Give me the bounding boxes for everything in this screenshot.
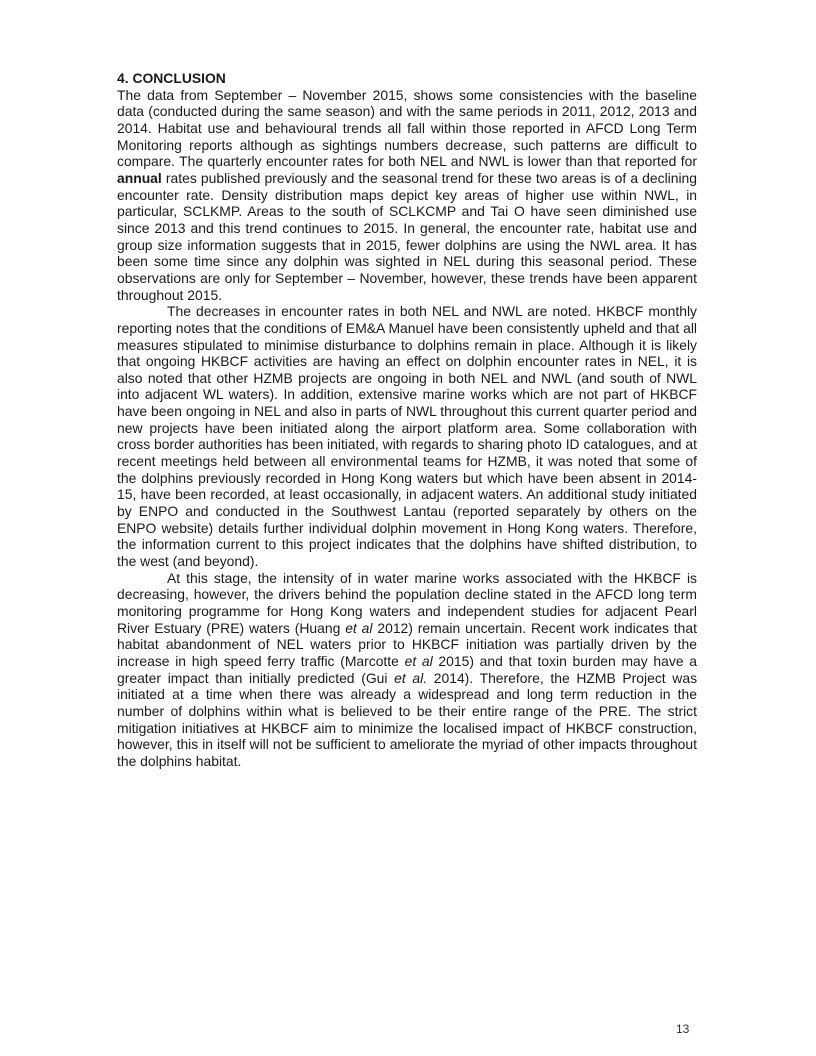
emphasis-italic: et al [345, 619, 373, 636]
emphasis-italic: et al [404, 652, 433, 669]
text-run: The data from September – November 2015, shows some consistencies with the baseline data (conducted during the same season) and with the same periods in 2011, 2012, 2013 and 2014. Habitat use and behavioural trends all fall within those reported in AFCD Long Term Monitoring reports although as sightings numbers decrease, such patterns are difficult to compare. The quarterly encounter rates for both NEL and NWL is lower than that reported for [117, 86, 697, 170]
conclusion-section [117, 70, 697, 770]
emphasis-bold: annual [117, 169, 162, 186]
text-run: At this stage, the intensity of in water marine works associated with the HKBCF is decreasing, however, the drivers behind the population decline stated in the AFCD long term monitoring programme for Hong Kong waters and independent studies for adjacent Pearl River Estuary (PRE) waters (Huang [117, 569, 697, 636]
text-run: 2014). Therefore, the HZMB Project was initiated at a time when there was already a widespread and long term reduction in the number of dolphins within what is believed to be their entire range of the PRE. The strict mitigation initiatives at HKBCF aim to minimize the localised impact of HKBCF construction, however, this in itself will not be sufficient to ameliorate the myriad of other impacts throughout the dolphins habitat. [117, 669, 698, 769]
paragraph-3 [117, 570, 697, 770]
text-run: 2015) and that toxin burden may have a greater impact than initially predicted (Gui [117, 652, 697, 686]
text-run: 2012) remain uncertain. Recent work indicates that habitat abandonment of NEL waters prior to HKBCF initiation was partially driven by the increase in high speed ferry traffic (Marcotte [117, 619, 697, 669]
text-run: The decreases in encounter rates in both NEL and NWL are noted. HKBCF monthly reporting notes that the conditions of EM&A Manuel have been consistently upheld and that all measures stipulated to minimise disturbance to dolphins remain in place. Although it is likely that ongoing HKBCF activities are having an effect on dolphin encounter rates in NEL, it is also noted that other HZMB projects are ongoing in both NEL and NWL (and south of NWL into adjacent WL waters). In addition, extensive marine works which are not part of HKBCF have been ongoing in NEL and also in parts of NWL throughout this current quarter period and new projects have been initiated along the airport platform area. Some collaboration with cross border authorities has been initiated, with regards to sharing photo ID catalogues, and at recent meetings held between all environmental teams for HZMB, it was noted that some of the dolphins previously recorded in Hong Kong waters but which have been absent in 2014-15, have been recorded, at least occasionally, in adjacent waters. An additional study initiated by ENPO and conducted in the Southwest Lantau (reported separately by others on the ENPO website) details further individual dolphin movement in Hong Kong waters. Therefore, the information current to this project indicates that the dolphins have shifted distribution, to the west (and beyond). [117, 303, 697, 570]
paragraph-2 [117, 303, 697, 570]
section-heading: 4. CONCLUSION [117, 70, 226, 86]
text-run: rates published previously and the seasonal trend for these two areas is of a declining encounter rate. Density distribution maps depict key areas of higher use within NWL, in particular, SCLKMP. Areas to the south of SCLKCMP and Tai O have seen diminished use since 2013 and this trend continues to 2015. In general, the encounter rate, habitat use and group size information suggests that in 2015, fewer dolphins are using the NWL area. It has been some time since any dolphin was sighted in NEL during this seasonal period. These observations are only for September – November, however, these trends have been apparent throughout 2015. [117, 169, 697, 303]
page-number: 13 [676, 1022, 690, 1036]
paragraph-1 [117, 87, 697, 304]
emphasis-italic: et al. [394, 669, 428, 686]
